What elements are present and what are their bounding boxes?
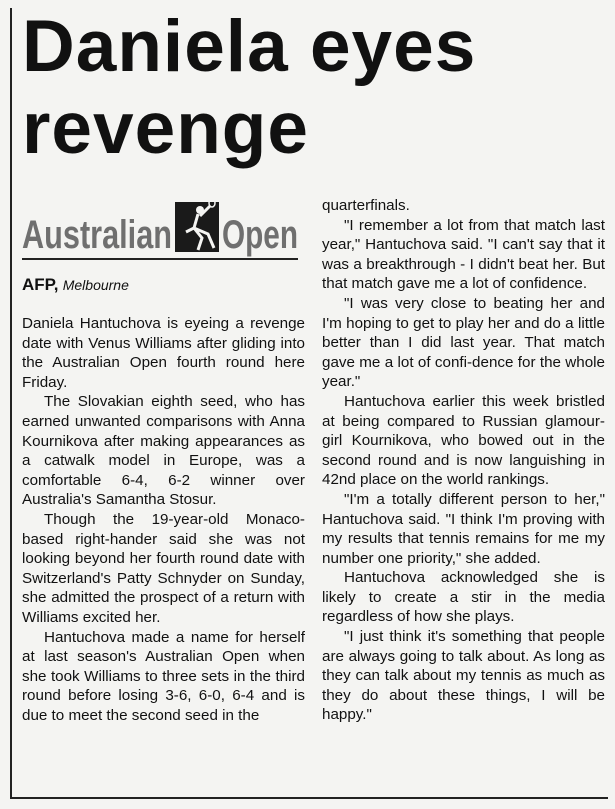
paragraph: Though the 19-year-old Monaco-based right-hander said she was not looking beyond her fourth round date with Switzerland's Patty Schnyder on Sunday, she admitted the prospect of a return with Williams excited her.: [22, 510, 305, 626]
left-border-rule: [10, 8, 12, 798]
paragraph: The Slovakian eighth seed, who has earned unwanted comparisons with Anna Kournikova after making appearances as a catwalk model in Europe, was a comfortable 6-4, 6-2 winner over Australia's Samantha Stosur.: [22, 393, 305, 509]
paragraph: Hantuchova acknowledged she is likely to create a stir in the media regardless of how she plays.: [322, 569, 605, 626]
paragraph: Daniela Hantuchova is eyeing a revenge date with Venus Williams after gliding into the Australian Open fourth round here Friday.: [22, 315, 305, 391]
headline: [22, 6, 612, 170]
bottom-border-rule: [10, 797, 608, 799]
tennis-player-icon: [175, 199, 219, 252]
paragraph: "I'm a totally different person to her," Hantuchova said. "I think I'm proving with my results that tennis remains for me my number one priority," she added.: [322, 490, 605, 567]
logo-left-word: Australian: [22, 213, 172, 257]
paragraph-continuation: quarterfinals.: [322, 197, 410, 214]
byline-city: Melbourne: [62, 277, 129, 293]
paragraph: "I remember a lot from that match last year," Hantuchova said. "I can't say that it was a breakthrough - I didn't beat her. But that match gave me a lot of confidence.: [322, 216, 605, 293]
paragraph: Hantuchova made a name for herself at last season's Australian Open when she took Williams to three sets in the third round before losing 3-6, 6-0, 6-4 and is due to meet the second seed in the: [22, 628, 305, 724]
australian-open-logo: [22, 192, 298, 258]
headline-line-1: Daniela eyes: [22, 6, 477, 87]
paragraph: "I was very close to beating her and I'm hoping to get to play her and do a little better than I did last year. That match gave me a lot of confi-dence for the whole year.": [322, 294, 605, 391]
byline: [22, 275, 129, 295]
logo-right-word: Open: [222, 213, 298, 257]
logo-underline-rule: [22, 258, 298, 260]
article-column-1: [22, 314, 305, 725]
paragraph: "I just think it's something that people are always going to talk about. As long as they can talk about my tennis as much as they do about these things, I will be happy.": [322, 628, 605, 724]
headline-line-2: revenge: [22, 88, 309, 169]
paragraph: Hantuchova earlier this week bristled at being compared to Russian glamour-girl Kournikova, who bowed out in the second round and is now languishing in 42nd place on the world rankings.: [322, 392, 605, 489]
article-column-2: [322, 196, 605, 725]
byline-agency: AFP,: [22, 275, 59, 294]
